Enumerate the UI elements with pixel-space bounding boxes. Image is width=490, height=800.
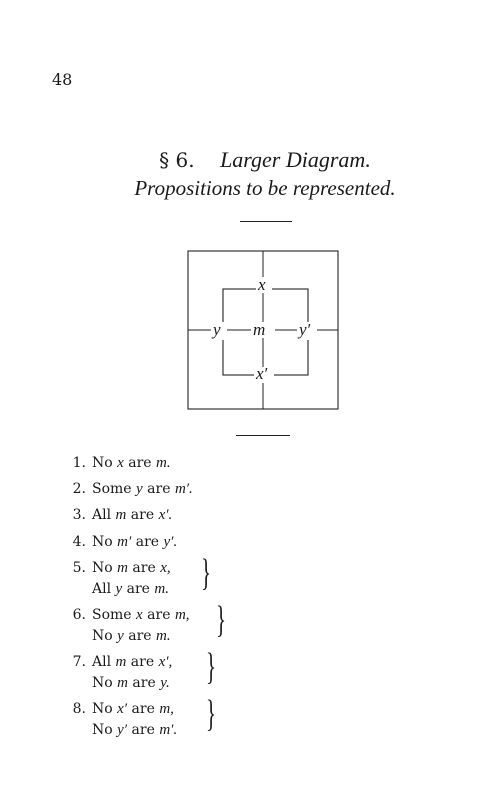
right-brace: } xyxy=(216,599,227,641)
copula: are xyxy=(127,560,161,576)
subject-term: y′ xyxy=(117,722,128,738)
copula: are xyxy=(123,455,157,471)
subject-term: m xyxy=(115,507,127,523)
section-subtitle: Propositions to be represented. xyxy=(134,176,396,200)
proposition-line xyxy=(92,581,169,598)
right-brace: } xyxy=(201,552,212,594)
copula: are xyxy=(127,722,160,738)
proposition-line xyxy=(92,481,193,498)
predicate-term: m, xyxy=(174,607,190,623)
copula: are xyxy=(126,654,159,670)
predicate-term: m. xyxy=(156,628,171,644)
subject-term: x xyxy=(117,455,124,471)
proposition-number: 3. xyxy=(72,507,86,523)
right-brace: } xyxy=(206,646,217,688)
copula: are xyxy=(131,534,164,550)
section-title: Larger Diagram. xyxy=(220,147,371,172)
quantifier: No xyxy=(92,455,118,471)
quantifier: No xyxy=(92,722,118,738)
predicate-term: m′. xyxy=(174,481,193,497)
quantifier: Some xyxy=(92,481,137,497)
divider-rule-bottom xyxy=(236,435,290,436)
quantifier: No xyxy=(92,534,118,550)
larger-diagram xyxy=(178,243,348,419)
label-x-prime: x′ xyxy=(256,364,268,383)
predicate-term: m, xyxy=(159,701,174,717)
label-y: y xyxy=(213,320,221,339)
predicate-term: y′. xyxy=(163,534,178,550)
quantifier: No xyxy=(92,701,118,717)
label-x: x xyxy=(258,275,266,294)
page-number: 48 xyxy=(52,70,73,89)
copula: are xyxy=(127,675,161,691)
copula: are xyxy=(126,507,159,523)
proposition-line xyxy=(92,654,172,671)
quantifier: No xyxy=(92,675,118,691)
proposition-number: 4. xyxy=(72,534,86,550)
predicate-term: m′. xyxy=(159,722,178,738)
quantifier: Some xyxy=(92,607,137,623)
proposition-number: 2. xyxy=(72,481,86,497)
divider-rule-top xyxy=(240,221,292,222)
right-brace: } xyxy=(206,693,217,735)
predicate-term: x′, xyxy=(158,654,173,670)
label-m: m xyxy=(253,320,266,339)
proposition-line xyxy=(92,722,177,739)
copula: are xyxy=(127,701,160,717)
quantifier: All xyxy=(92,581,116,597)
copula: are xyxy=(122,581,155,597)
proposition-number: 1. xyxy=(72,455,86,471)
predicate-term: x′. xyxy=(158,507,173,523)
proposition-line xyxy=(92,628,171,645)
quantifier: No xyxy=(92,560,118,576)
proposition-number: 6. xyxy=(72,607,86,623)
section-heading xyxy=(0,147,490,173)
subject-term: m xyxy=(117,675,128,691)
proposition-line xyxy=(92,560,171,577)
proposition-line xyxy=(92,507,172,524)
quantifier: All xyxy=(92,507,116,523)
proposition-line xyxy=(92,701,174,718)
proposition-line xyxy=(92,534,177,551)
predicate-term: m. xyxy=(154,581,170,597)
diagram-svg xyxy=(178,243,348,415)
section-number: § 6. xyxy=(159,148,195,172)
predicate-term: y. xyxy=(160,675,170,691)
quantifier: No xyxy=(92,628,118,644)
copula: are xyxy=(123,628,157,644)
predicate-term: x, xyxy=(160,560,171,576)
proposition-number: 7. xyxy=(72,654,86,670)
subject-term: m xyxy=(117,560,128,576)
proposition-number: 5. xyxy=(72,560,86,576)
subject-term: x xyxy=(136,607,143,623)
subject-term: y xyxy=(136,481,143,497)
proposition-line xyxy=(92,675,170,692)
subject-term: y xyxy=(117,628,124,644)
label-y-prime: y′ xyxy=(299,320,311,339)
proposition-number: 8. xyxy=(72,701,86,717)
copula: are xyxy=(142,607,175,623)
quantifier: All xyxy=(92,654,116,670)
proposition-line xyxy=(92,607,190,624)
subject-term: x′ xyxy=(117,701,128,717)
proposition-line xyxy=(92,455,171,472)
subject-term: m′ xyxy=(117,534,132,550)
predicate-term: m. xyxy=(156,455,171,471)
copula: are xyxy=(142,481,175,497)
subject-term: m xyxy=(115,654,127,670)
subject-term: y xyxy=(115,581,123,597)
